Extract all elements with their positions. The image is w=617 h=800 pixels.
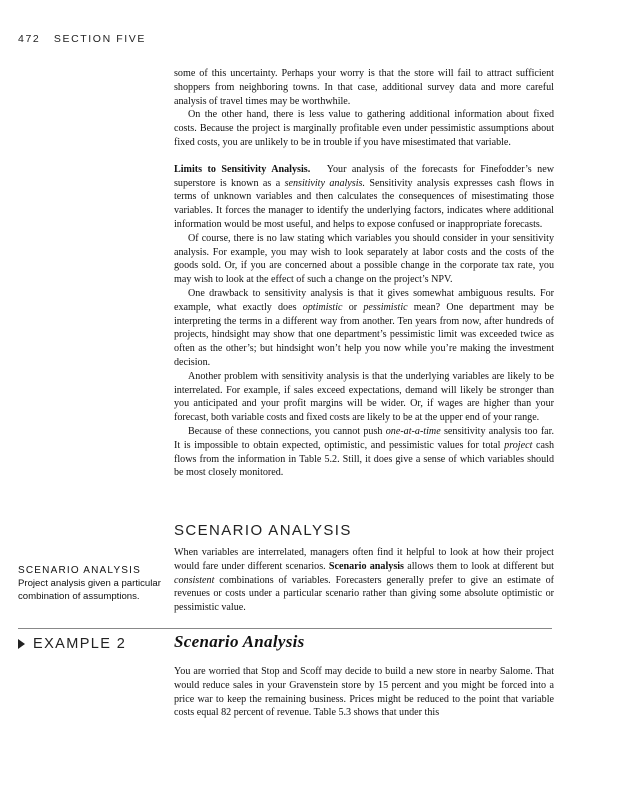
limits-p5-text-a: Because of these connections, you cannot push bbox=[188, 425, 386, 437]
limits-p3-text-a: One drawback to sensitivity analysis is that it gives somewhat ambiguous results. For example, what exactly does bbox=[174, 287, 554, 313]
one-at-a-time-term: one-at-a-time bbox=[385, 425, 441, 437]
scenario-paragraph bbox=[174, 546, 554, 615]
example-title: Scenario Analysis bbox=[174, 632, 305, 651]
limits-paragraph-5 bbox=[174, 425, 554, 480]
scenario-text-b: allows them to look at different but bbox=[403, 560, 554, 572]
intro-paragraph-1: some of this uncertainty. Perhaps your worry is that the store will fail to attract sufficient shoppers from neighboring towns. In that case, additional survey data and more careful analysis of travel times may be worthwhile. bbox=[174, 68, 554, 107]
intro-paragraph-2: On the other hand, there is less value to gathering additional information about fixed costs. Because the project is marginally profitable even under pessimistic assumptions about fixed costs, you are unlikely to be in trouble if you have misestimated that variable. bbox=[174, 109, 554, 148]
example-paragraph: You are worried that Stop and Scoff may decide to build a new store in nearby Salome. That would reduce sales in your Gravenstein store by 15 percent and you might be forced into a price war to keep the remaining business. Prices might be reduced to the point that variable costs equal 82 percent of revenue. Table 5.3 shows that under this bbox=[174, 666, 554, 719]
scenario-analysis-term: Scenario analysis bbox=[328, 560, 404, 572]
margin-definition bbox=[18, 564, 163, 604]
limits-p1-text-a: Your analysis of the forecasts for Finefodder’s new superstore is known as a bbox=[174, 163, 554, 189]
limits-p5-text-c: cash flows from the information in Table 5.2. Still, it does give a sense of which variables should be most closely monitored. bbox=[174, 439, 554, 479]
intro-text bbox=[174, 67, 554, 480]
example-text bbox=[174, 665, 554, 720]
scenario-text bbox=[174, 546, 554, 615]
example-divider bbox=[18, 628, 552, 629]
margin-term: SCENARIO ANALYSIS bbox=[18, 565, 142, 576]
limits-p1-text-b: Sensitivity analysis expresses cash flows in terms of unknown variables and then calculates the consequences of misestimating those variables. It forces the manager to identify the underlying factors, indicates where additional information would be most useful, and helps to expose confused or inappropriate forecasts. bbox=[174, 177, 554, 230]
section-title: SECTION FIVE bbox=[53, 33, 147, 45]
limits-paragraph-2: Of course, there is no law stating which variables you should consider in your sensitivity analysis. For example, you may wish to look separately at labor costs and the costs of the goods sold. Or, if you are concerned about a possible change in the corporate tax rate, you may wish to look at the effect of such a change on the project’s NPV. bbox=[174, 232, 554, 286]
limits-paragraph-1 bbox=[174, 163, 554, 232]
triangle-right-icon bbox=[18, 639, 25, 649]
limits-paragraph-4: Another problem with sensitivity analysis is that the underlying variables are likely to be interrelated. For example, if sales exceed expectations, demand will likely be stronger than you anticipated and your profit margins will be wider. Or, if wages are higher than your forecast, both variable costs and fixed costs are likely to be at the upper end of your range. bbox=[174, 370, 554, 424]
pessimistic-term: pessimistic bbox=[363, 301, 408, 313]
optimistic-term: optimistic bbox=[302, 301, 343, 313]
example-label-text: EXAMPLE 2 bbox=[33, 636, 127, 652]
scenario-text-a: When variables are interrelated, managers often find it helpful to look at how their project would fare under different scenarios. bbox=[174, 547, 554, 572]
consistent-term: consistent bbox=[174, 574, 215, 586]
limits-paragraph-3 bbox=[174, 287, 554, 370]
limits-heading: Limits to Sensitivity Analysis. bbox=[174, 163, 311, 175]
running-header bbox=[18, 33, 146, 45]
margin-definition-text: Project analysis given a particular combination of assumptions. bbox=[18, 578, 161, 603]
limits-p5-text-b: sensitivity analysis too far. It is impossible to obtain expected, optimistic, and pessimistic values for total bbox=[174, 425, 554, 451]
project-term: project bbox=[504, 439, 533, 451]
example-label bbox=[18, 636, 126, 652]
sensitivity-analysis-term: sensitivity analysis. bbox=[284, 177, 365, 189]
page-number: 472 bbox=[18, 33, 41, 45]
limits-p3-or: or bbox=[342, 301, 364, 313]
limits-p3-text-b: mean? One department may be interpreting the terms in a different way from another. Ten years from now, after hundreds of projects, hindsight may show that one department’s pessimistic limit was exceeded twice as often as the other’s; but hindsight won’t help you now while you’re making the investment decision. bbox=[174, 301, 554, 368]
scenario-text-c: combinations of variables. Forecasters generally prefer to give an estimate of revenues or costs under a particular scenario rather than giving some absolute optimistic or pessimistic value. bbox=[174, 574, 554, 614]
scenario-analysis-heading: SCENARIO ANALYSIS bbox=[174, 522, 352, 539]
